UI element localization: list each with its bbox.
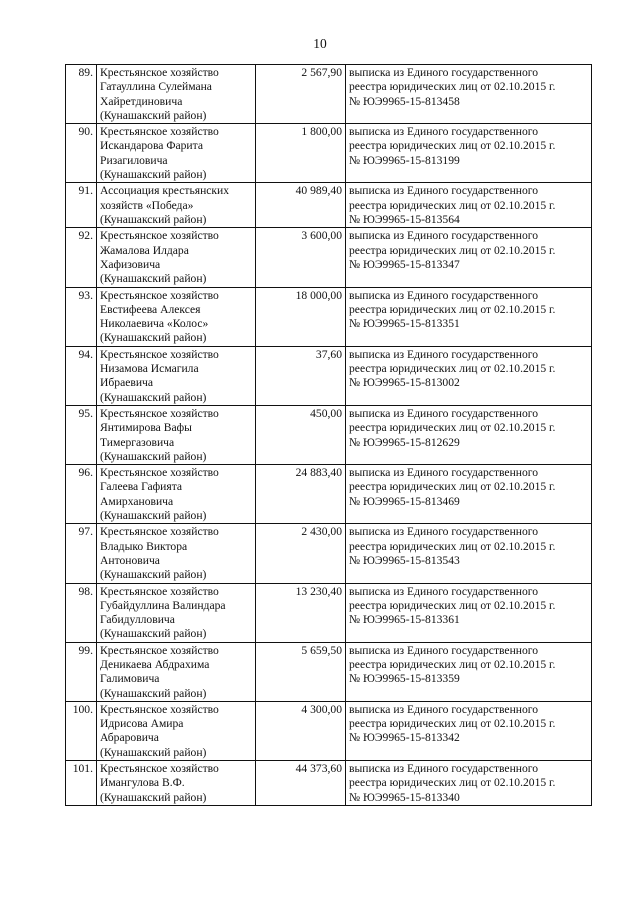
document-line: № ЮЭ9965-15-813199 — [349, 153, 460, 167]
holder-name-line: Крестьянское хозяйство — [100, 584, 219, 598]
amount-cell: 450,00 — [256, 405, 346, 464]
holder-name-line: (Кунашакский район) — [100, 627, 207, 641]
holder-name-line: (Кунашакский район) — [100, 168, 207, 182]
document-line: выписка из Единого государственного — [349, 125, 539, 139]
amount-cell: 2 567,90 — [256, 65, 346, 124]
document-cell — [346, 761, 592, 806]
document-cell — [346, 405, 592, 464]
document-line: выписка из Единого государственного — [349, 229, 539, 243]
holder-name-line: Идрисова Амира — [100, 717, 184, 731]
table-row — [66, 524, 592, 583]
holder-name-line: Галимовича — [100, 672, 160, 686]
holder-name-line: Крестьянское хозяйство — [100, 125, 219, 139]
holder-name-line: Крестьянское хозяйство — [100, 643, 219, 657]
document-line: № ЮЭ9965-15-813359 — [349, 672, 460, 686]
amount-cell: 4 300,00 — [256, 701, 346, 760]
document-cell — [346, 524, 592, 583]
document-line: № ЮЭ9965-15-813340 — [349, 790, 460, 804]
holder-name-cell — [97, 228, 256, 287]
row-number: 95. — [66, 405, 97, 464]
holder-name-line: (Кунашакский район) — [100, 272, 207, 286]
document-line: реестра юридических лиц от 02.10.2015 г. — [349, 598, 556, 612]
holder-name-line: Крестьянское хозяйство — [100, 466, 219, 480]
holder-name-cell — [97, 65, 256, 124]
holder-name-line: Губайдуллина Валиндара — [100, 598, 226, 612]
holder-name-cell — [97, 583, 256, 642]
document-cell — [346, 465, 592, 524]
registry-table-body — [66, 65, 592, 806]
amount-cell: 18 000,00 — [256, 287, 346, 346]
document-cell — [346, 642, 592, 701]
document-line: реестра юридических лиц от 02.10.2015 г. — [349, 302, 556, 316]
holder-name-line: Хайретдиновича — [100, 94, 183, 108]
amount-cell: 13 230,40 — [256, 583, 346, 642]
holder-name-cell — [97, 465, 256, 524]
row-number: 92. — [66, 228, 97, 287]
holder-name-line: Ассоциация крестьянских — [100, 184, 230, 198]
holder-name-line: Крестьянское хозяйство — [100, 702, 219, 716]
document-line: реестра юридических лиц от 02.10.2015 г. — [349, 539, 556, 553]
amount-cell: 3 600,00 — [256, 228, 346, 287]
document-line: выписка из Единого государственного — [349, 347, 539, 361]
holder-name-line: (Кунашакский район) — [100, 108, 207, 122]
row-number: 96. — [66, 465, 97, 524]
row-number: 90. — [66, 124, 97, 183]
holder-name-line: Имангулова В.Ф. — [100, 776, 185, 790]
holder-name-line: Тимергазовича — [100, 435, 175, 449]
holder-name-cell — [97, 124, 256, 183]
document-line: № ЮЭ9965-15-813002 — [349, 376, 460, 390]
document-line: реестра юридических лиц от 02.10.2015 г. — [349, 362, 556, 376]
table-row — [66, 701, 592, 760]
table-row — [66, 346, 592, 405]
document-line: реестра юридических лиц от 02.10.2015 г. — [349, 776, 556, 790]
table-row — [66, 405, 592, 464]
holder-name-line: Искандарова Фарита — [100, 139, 203, 153]
holder-name-line: Гатауллина Сулеймана — [100, 80, 212, 94]
document-cell — [346, 228, 592, 287]
document-line: выписка из Единого государственного — [349, 762, 539, 776]
amount-cell: 40 989,40 — [256, 183, 346, 228]
holder-name-line: Деникаева Абдрахима — [100, 657, 210, 671]
document-line: № ЮЭ9965-15-813543 — [349, 553, 460, 567]
holder-name-line: Евстифеева Алексея — [100, 302, 201, 316]
document-line: № ЮЭ9965-15-813342 — [349, 731, 460, 745]
holder-name-line: Крестьянское хозяйство — [100, 229, 219, 243]
holder-name-line: хозяйств «Победа» — [100, 198, 194, 212]
amount-cell: 44 373,60 — [256, 761, 346, 806]
document-line: выписка из Единого государственного — [349, 525, 539, 539]
holder-name-line: Низамова Исмагила — [100, 362, 199, 376]
row-number: 89. — [66, 65, 97, 124]
document-cell — [346, 701, 592, 760]
holder-name-cell — [97, 642, 256, 701]
holder-name-cell — [97, 183, 256, 228]
table-row — [66, 761, 592, 806]
holder-name-line: Габидулловича — [100, 613, 175, 627]
table-row — [66, 642, 592, 701]
holder-name-line: Николаевича «Колос» — [100, 317, 209, 331]
holder-name-line: (Кунашакский район) — [100, 568, 207, 582]
holder-name-line: Владыко Виктора — [100, 539, 188, 553]
table-row — [66, 583, 592, 642]
holder-name-cell — [97, 761, 256, 806]
holder-name-cell — [97, 524, 256, 583]
holder-name-line: Крестьянское хозяйство — [100, 525, 219, 539]
holder-name-line: Жамалова Илдара — [100, 243, 189, 257]
amount-cell: 24 883,40 — [256, 465, 346, 524]
holder-name-line: Антоновича — [100, 553, 160, 567]
amount-cell: 5 659,50 — [256, 642, 346, 701]
holder-name-line: Крестьянское хозяйство — [100, 66, 219, 79]
document-line: реестра юридических лиц от 02.10.2015 г. — [349, 657, 556, 671]
document-line: реестра юридических лиц от 02.10.2015 г. — [349, 243, 556, 257]
document-line: реестра юридических лиц от 02.10.2015 г. — [349, 421, 556, 435]
table-row — [66, 465, 592, 524]
document-line: реестра юридических лиц от 02.10.2015 г. — [349, 80, 556, 94]
row-number: 93. — [66, 287, 97, 346]
row-number: 91. — [66, 183, 97, 228]
holder-name-line: Крестьянское хозяйство — [100, 347, 219, 361]
row-number: 99. — [66, 642, 97, 701]
holder-name-cell — [97, 405, 256, 464]
holder-name-line: (Кунашакский район) — [100, 449, 207, 463]
document-line: выписка из Единого государственного — [349, 66, 539, 79]
document-cell — [346, 287, 592, 346]
holder-name-line: Хафизовича — [100, 257, 161, 271]
document-line: реестра юридических лиц от 02.10.2015 г. — [349, 198, 556, 212]
holder-name-line: Ризагиловича — [100, 153, 168, 167]
table-row — [66, 287, 592, 346]
holder-name-line: (Кунашакский район) — [100, 509, 207, 523]
document-cell — [346, 124, 592, 183]
amount-cell: 37,60 — [256, 346, 346, 405]
holder-name-line: Крестьянское хозяйство — [100, 406, 219, 420]
document-line: выписка из Единого государственного — [349, 466, 539, 480]
holder-name-line: Амирхановича — [100, 494, 174, 508]
document-line: выписка из Единого государственного — [349, 184, 539, 198]
row-number: 101. — [66, 761, 97, 806]
row-number: 94. — [66, 346, 97, 405]
row-number: 100. — [66, 701, 97, 760]
row-number: 97. — [66, 524, 97, 583]
holder-name-line: Ибраевича — [100, 376, 154, 390]
registry-table — [65, 64, 592, 806]
document-line: выписка из Единого государственного — [349, 288, 539, 302]
page-number: 10 — [313, 36, 327, 51]
document-line: № ЮЭ9965-15-813458 — [349, 94, 460, 108]
document-line: выписка из Единого государственного — [349, 584, 539, 598]
holder-name-cell — [97, 701, 256, 760]
document-cell — [346, 183, 592, 228]
document-line: № ЮЭ9965-15-813469 — [349, 494, 460, 508]
table-row — [66, 124, 592, 183]
holder-name-line: Абраровича — [100, 731, 159, 745]
document-line: выписка из Единого государственного — [349, 406, 539, 420]
document-cell — [346, 583, 592, 642]
document-line: № ЮЭ9965-15-813351 — [349, 317, 460, 331]
holder-name-cell — [97, 346, 256, 405]
document-line: № ЮЭ9965-15-813347 — [349, 257, 460, 271]
holder-name-line: (Кунашакский район) — [100, 331, 207, 345]
holder-name-line: (Кунашакский район) — [100, 745, 207, 759]
document-cell — [346, 346, 592, 405]
holder-name-line: Крестьянское хозяйство — [100, 762, 219, 776]
row-number: 98. — [66, 583, 97, 642]
holder-name-line: (Кунашакский район) — [100, 686, 207, 700]
document-line: № ЮЭ9965-15-813361 — [349, 613, 460, 627]
holder-name-line: Галеева Гафията — [100, 480, 183, 494]
document-line: реестра юридических лиц от 02.10.2015 г. — [349, 717, 556, 731]
document-line: выписка из Единого государственного — [349, 643, 539, 657]
amount-cell: 1 800,00 — [256, 124, 346, 183]
document-line: реестра юридических лиц от 02.10.2015 г. — [349, 139, 556, 153]
document-line: № ЮЭ9965-15-813564 — [349, 212, 460, 226]
document-cell — [346, 65, 592, 124]
table-row — [66, 65, 592, 124]
table-row — [66, 183, 592, 228]
table-row — [66, 228, 592, 287]
holder-name-line: (Кунашакский район) — [100, 790, 207, 804]
document-line: № ЮЭ9965-15-812629 — [349, 435, 460, 449]
amount-cell: 2 430,00 — [256, 524, 346, 583]
holder-name-cell — [97, 287, 256, 346]
holder-name-line: Крестьянское хозяйство — [100, 288, 219, 302]
holder-name-line: Янтимирова Вафы — [100, 421, 192, 435]
document-line: реестра юридических лиц от 02.10.2015 г. — [349, 480, 556, 494]
holder-name-line: (Кунашакский район) — [100, 390, 207, 404]
document-line: выписка из Единого государственного — [349, 702, 539, 716]
holder-name-line: (Кунашакский район) — [100, 212, 207, 226]
